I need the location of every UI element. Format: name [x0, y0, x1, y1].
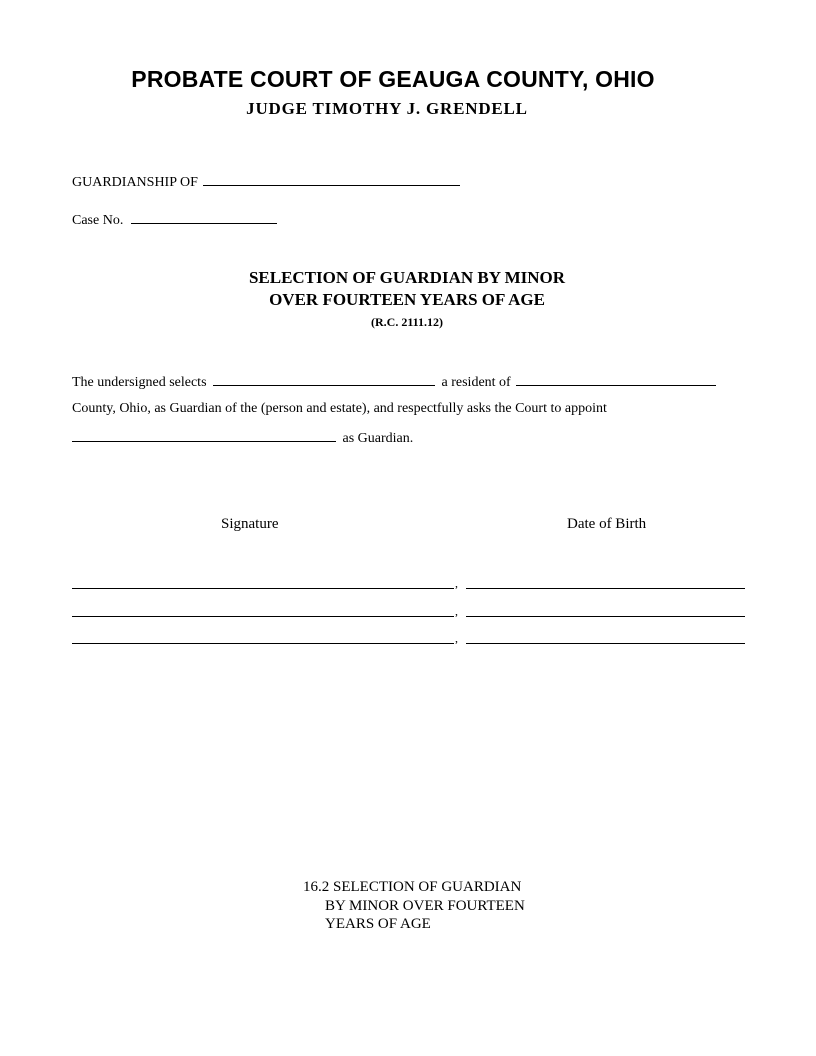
body-line-1 — [72, 373, 716, 391]
row-separator: , — [455, 604, 458, 618]
court-title: PROBATE COURT OF GEAUGA COUNTY, OHIO — [131, 66, 655, 92]
case-number-label: Case No. — [72, 213, 124, 228]
guardianship-blank[interactable] — [203, 173, 460, 186]
case-number-blank[interactable] — [131, 211, 277, 224]
date-of-birth-header: Date of Birth — [567, 516, 647, 532]
case-number-field — [72, 211, 277, 229]
date-of-birth-line[interactable] — [466, 642, 745, 644]
resident-county-blank[interactable] — [516, 373, 716, 386]
signature-line[interactable] — [72, 587, 454, 589]
signature-line[interactable] — [72, 615, 454, 617]
footer-form-id-line1: 16.2 SELECTION OF GUARDIAN — [303, 879, 522, 895]
body-line-2: County, Ohio, as Guardian of the (person and estate), and respectfully asks the Court to appoint — [72, 401, 607, 416]
signature-line[interactable] — [72, 642, 454, 644]
footer-form-id-line3: YEARS OF AGE — [325, 916, 431, 932]
date-of-birth-line[interactable] — [466, 615, 745, 617]
guardianship-label: GUARDIANSHIP OF — [72, 175, 198, 190]
form-title-line2: OVER FOURTEEN YEARS OF AGE — [269, 290, 545, 309]
body-selects-text: The undersigned selects — [72, 375, 207, 390]
row-separator: , — [455, 576, 458, 590]
guardianship-field — [72, 173, 460, 191]
body-as-guardian-text: as Guardian. — [342, 431, 414, 446]
body-line-3 — [72, 429, 413, 447]
judge-name: JUDGE TIMOTHY J. GRENDELL — [246, 99, 528, 118]
footer-form-id-line2: BY MINOR OVER FOURTEEN — [325, 898, 525, 914]
form-title-line1: SELECTION OF GUARDIAN BY MINOR — [248, 268, 566, 287]
appoint-guardian-blank[interactable] — [72, 429, 336, 442]
date-of-birth-line[interactable] — [466, 587, 745, 589]
row-separator: , — [455, 631, 458, 645]
signature-header: Signature — [221, 516, 279, 532]
selected-guardian-blank[interactable] — [213, 373, 435, 386]
body-resident-text: a resident of — [441, 375, 511, 390]
statute-reference: (R.C. 2111.12) — [371, 315, 443, 329]
